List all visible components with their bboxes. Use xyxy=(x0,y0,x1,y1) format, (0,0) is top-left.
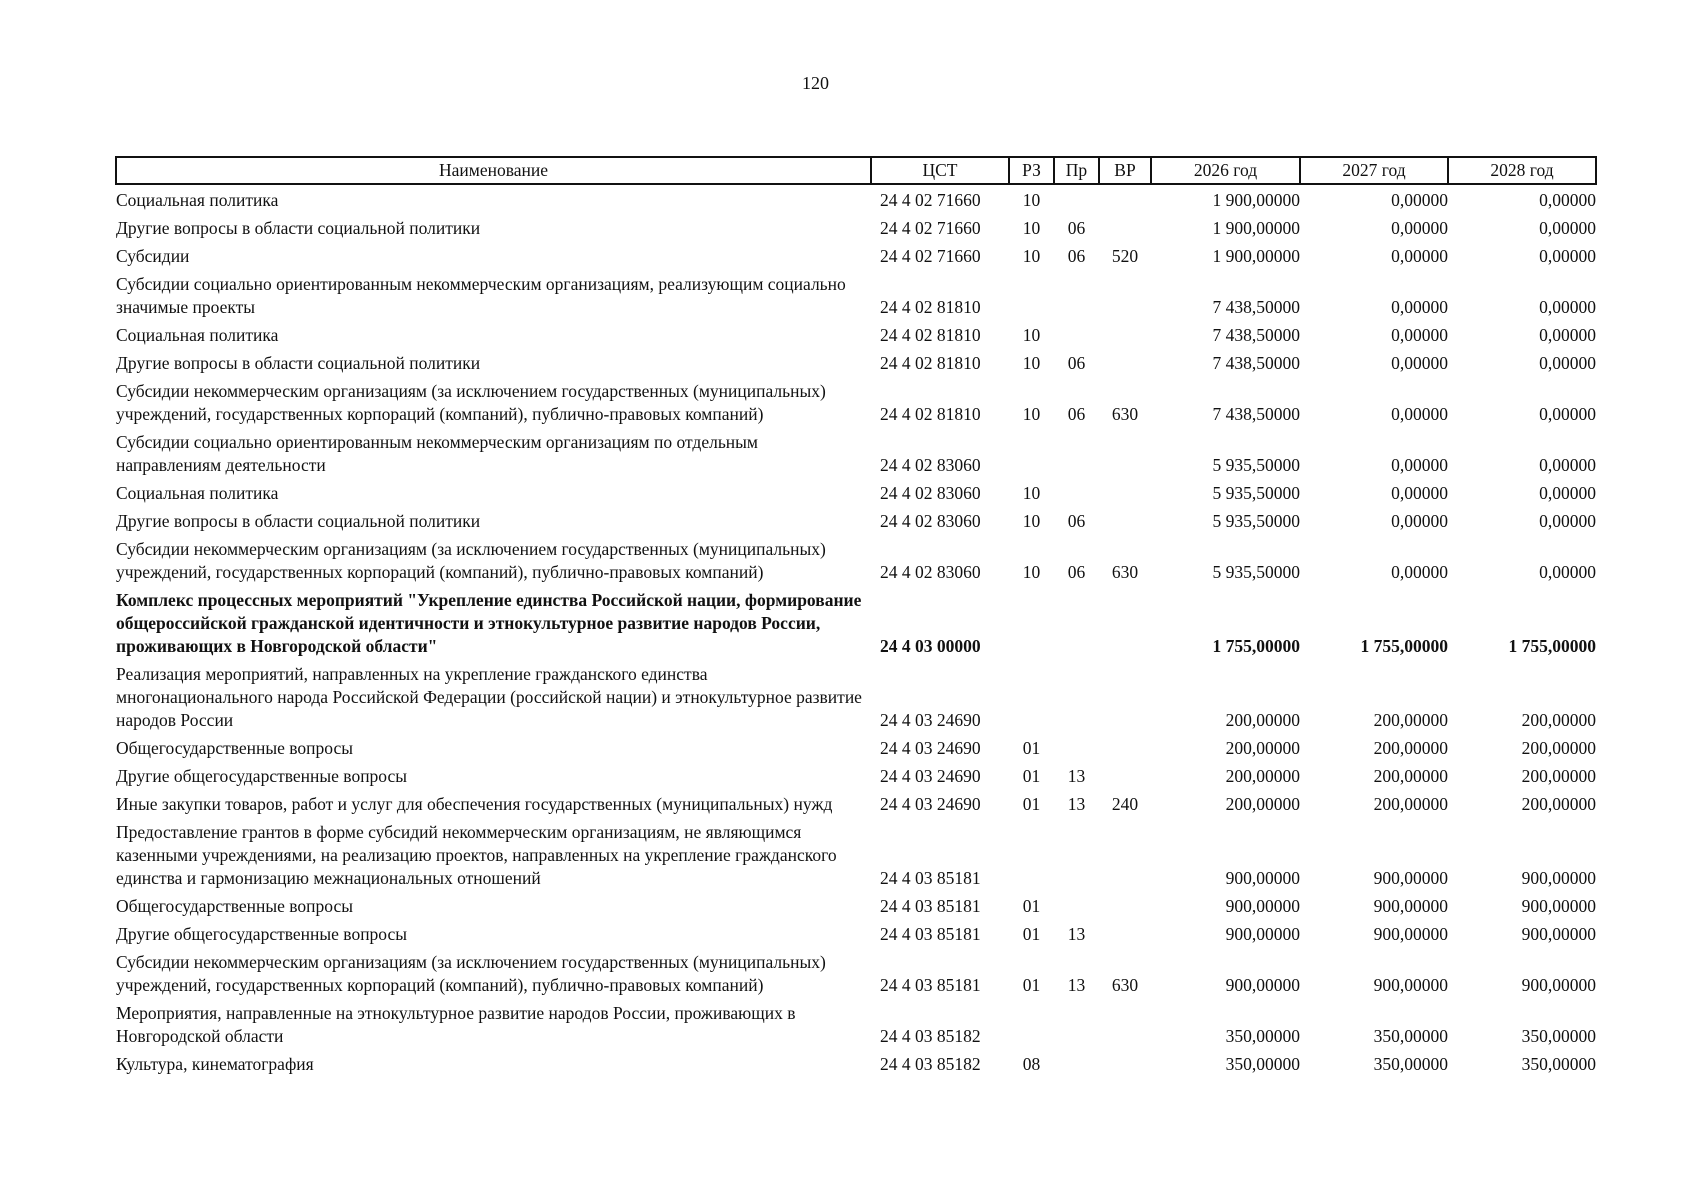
row-cst: 24 4 02 71660 xyxy=(880,190,981,210)
row-cst: 24 4 03 85181 xyxy=(880,896,981,916)
row-vr xyxy=(1099,217,1151,245)
row-amount-2026: 200,00000 xyxy=(1225,766,1300,786)
row-amount-2026: 900,00000 xyxy=(1225,896,1300,916)
row-pr xyxy=(1054,273,1099,324)
row-amount-2028: 0,00000 xyxy=(1539,218,1596,238)
row-vr xyxy=(1099,765,1151,793)
row-name: Социальная политика xyxy=(116,483,279,503)
row-pr xyxy=(1054,324,1099,352)
table-row xyxy=(116,352,1596,380)
row-vr: 630 xyxy=(1111,975,1139,995)
column-header-2028: 2028 год xyxy=(1448,157,1596,184)
row-name: Культура, кинематография xyxy=(116,1054,314,1074)
row-cst: 24 4 03 24690 xyxy=(880,766,981,786)
row-cst: 24 4 02 81810 xyxy=(880,297,981,317)
row-vr: 630 xyxy=(1111,404,1139,424)
row-amount-2026: 1 755,00000 xyxy=(1212,636,1300,656)
row-pr xyxy=(1054,895,1099,923)
budget-table xyxy=(115,156,1597,1081)
row-amount-2028: 200,00000 xyxy=(1521,738,1596,758)
row-amount-2028: 900,00000 xyxy=(1521,896,1596,916)
row-name: Субсидии некоммерческим организациям (за исключением государственных (муниципальных) учреждений, государственных корпораций (компаний), публично-правовых компаний) xyxy=(116,539,826,582)
row-pr xyxy=(1054,589,1099,663)
row-amount-2028: 0,00000 xyxy=(1539,562,1596,582)
row-rz: 10 xyxy=(1022,190,1041,210)
row-vr xyxy=(1099,184,1151,217)
table-row xyxy=(116,1053,1596,1081)
table-header-row xyxy=(116,157,1596,184)
row-amount-2027: 1 755,00000 xyxy=(1360,636,1448,656)
row-pr: 13 xyxy=(1067,766,1086,786)
row-amount-2026: 1 900,00000 xyxy=(1212,246,1300,266)
row-name: Общегосударственные вопросы xyxy=(116,738,354,758)
row-rz xyxy=(1009,821,1054,895)
row-pr xyxy=(1054,1053,1099,1081)
row-vr xyxy=(1099,923,1151,951)
row-name: Субсидии некоммерческим организациям (за исключением государственных (муниципальных) учреждений, государственных корпораций (компаний), публично-правовых компаний) xyxy=(116,381,826,424)
row-vr xyxy=(1099,1053,1151,1081)
table-body xyxy=(116,184,1596,1081)
row-amount-2026: 1 900,00000 xyxy=(1212,218,1300,238)
row-rz: 10 xyxy=(1022,325,1041,345)
row-vr xyxy=(1099,821,1151,895)
row-amount-2028: 0,00000 xyxy=(1539,455,1596,475)
row-name: Другие вопросы в области социальной политики xyxy=(116,218,481,238)
table-row xyxy=(116,1002,1596,1053)
row-vr xyxy=(1099,589,1151,663)
row-amount-2028: 200,00000 xyxy=(1521,766,1596,786)
table-row xyxy=(116,482,1596,510)
row-vr: 240 xyxy=(1111,794,1139,814)
row-amount-2027: 900,00000 xyxy=(1373,896,1448,916)
row-amount-2027: 0,00000 xyxy=(1391,353,1448,373)
row-amount-2027: 0,00000 xyxy=(1391,455,1448,475)
row-amount-2026: 7 438,50000 xyxy=(1212,353,1300,373)
row-rz: 10 xyxy=(1022,246,1041,266)
row-amount-2028: 0,00000 xyxy=(1539,297,1596,317)
table-row xyxy=(116,793,1596,821)
column-header-name: Наименование xyxy=(116,157,871,184)
row-rz: 01 xyxy=(1022,924,1041,944)
row-amount-2027: 200,00000 xyxy=(1373,794,1448,814)
table-row xyxy=(116,821,1596,895)
row-name: Субсидии социально ориентированным некоммерческим организациям, реализующим социально значимые проекты xyxy=(116,274,846,317)
row-cst: 24 4 02 83060 xyxy=(880,562,981,582)
row-amount-2028: 200,00000 xyxy=(1521,710,1596,730)
row-amount-2028: 0,00000 xyxy=(1539,404,1596,424)
row-name: Социальная политика xyxy=(116,325,279,345)
row-amount-2027: 200,00000 xyxy=(1373,738,1448,758)
row-rz: 10 xyxy=(1022,511,1041,531)
row-cst: 24 4 02 83060 xyxy=(880,455,981,475)
row-name: Другие вопросы в области социальной политики xyxy=(116,353,481,373)
row-pr: 06 xyxy=(1067,246,1086,266)
row-vr xyxy=(1099,737,1151,765)
row-amount-2026: 7 438,50000 xyxy=(1212,325,1300,345)
column-header-vr: ВР xyxy=(1099,157,1151,184)
row-name: Иные закупки товаров, работ и услуг для обеспечения государственных (муниципальных) нужд xyxy=(116,794,833,814)
table-row xyxy=(116,324,1596,352)
row-cst: 24 4 02 81810 xyxy=(880,325,981,345)
row-pr: 13 xyxy=(1067,794,1086,814)
row-amount-2027: 0,00000 xyxy=(1391,325,1448,345)
row-name: Другие общегосударственные вопросы xyxy=(116,766,408,786)
row-cst: 24 4 03 85181 xyxy=(880,868,981,888)
row-amount-2026: 200,00000 xyxy=(1225,794,1300,814)
row-amount-2028: 900,00000 xyxy=(1521,924,1596,944)
row-rz: 01 xyxy=(1022,975,1041,995)
row-amount-2028: 0,00000 xyxy=(1539,483,1596,503)
row-pr: 06 xyxy=(1067,511,1086,531)
row-name: Общегосударственные вопросы xyxy=(116,896,354,916)
row-amount-2027: 0,00000 xyxy=(1391,297,1448,317)
row-cst: 24 4 02 81810 xyxy=(880,353,981,373)
row-rz: 10 xyxy=(1022,483,1041,503)
row-rz: 10 xyxy=(1022,562,1041,582)
row-amount-2026: 5 935,50000 xyxy=(1212,455,1300,475)
row-pr: 06 xyxy=(1067,218,1086,238)
row-rz: 10 xyxy=(1022,218,1041,238)
row-rz: 01 xyxy=(1022,896,1041,916)
row-amount-2028: 350,00000 xyxy=(1521,1054,1596,1074)
table-row xyxy=(116,245,1596,273)
row-amount-2026: 900,00000 xyxy=(1225,975,1300,995)
row-amount-2028: 350,00000 xyxy=(1521,1026,1596,1046)
row-amount-2028: 0,00000 xyxy=(1539,325,1596,345)
row-vr xyxy=(1099,1002,1151,1053)
row-pr: 13 xyxy=(1067,924,1086,944)
table-row xyxy=(116,737,1596,765)
row-cst: 24 4 03 85182 xyxy=(880,1054,981,1074)
row-rz: 10 xyxy=(1022,353,1041,373)
row-cst: 24 4 03 85182 xyxy=(880,1026,981,1046)
row-vr: 630 xyxy=(1111,562,1139,582)
row-rz: 08 xyxy=(1022,1054,1041,1074)
row-amount-2026: 200,00000 xyxy=(1225,710,1300,730)
row-amount-2026: 1 900,00000 xyxy=(1212,190,1300,210)
row-amount-2028: 0,00000 xyxy=(1539,353,1596,373)
row-rz: 10 xyxy=(1022,404,1041,424)
page-number: 120 xyxy=(802,73,829,93)
column-header-pr: Пр xyxy=(1054,157,1099,184)
row-vr xyxy=(1099,273,1151,324)
row-name: Социальная политика xyxy=(116,190,279,210)
row-rz xyxy=(1009,1002,1054,1053)
row-amount-2027: 0,00000 xyxy=(1391,190,1448,210)
column-header-rz: РЗ xyxy=(1009,157,1054,184)
row-amount-2027: 0,00000 xyxy=(1391,511,1448,531)
row-amount-2027: 0,00000 xyxy=(1391,404,1448,424)
table-row xyxy=(116,538,1596,589)
row-amount-2028: 200,00000 xyxy=(1521,794,1596,814)
row-amount-2027: 350,00000 xyxy=(1373,1026,1448,1046)
table-row xyxy=(116,380,1596,431)
row-pr xyxy=(1054,737,1099,765)
column-header-cst: ЦСТ xyxy=(871,157,1009,184)
row-amount-2027: 0,00000 xyxy=(1391,246,1448,266)
row-cst: 24 4 03 85181 xyxy=(880,924,981,944)
row-amount-2027: 900,00000 xyxy=(1373,975,1448,995)
row-amount-2028: 0,00000 xyxy=(1539,246,1596,266)
row-name: Комплекс процессных мероприятий "Укрепление единства Российской нации, формирование общероссийской гражданской идентичности и этнокультурное развитие народов России, проживающих в Новгородской области" xyxy=(116,590,862,656)
row-amount-2026: 900,00000 xyxy=(1225,924,1300,944)
row-cst: 24 4 03 24690 xyxy=(880,738,981,758)
row-amount-2026: 5 935,50000 xyxy=(1212,562,1300,582)
row-vr xyxy=(1099,510,1151,538)
row-cst: 24 4 03 00000 xyxy=(880,636,981,656)
row-pr: 06 xyxy=(1067,562,1086,582)
row-name: Субсидии некоммерческим организациям (за исключением государственных (муниципальных) учреждений, государственных корпораций (компаний), публично-правовых компаний) xyxy=(116,952,826,995)
row-name: Субсидии социально ориентированным некоммерческим организациям по отдельным направлениям деятельности xyxy=(116,432,758,475)
row-name: Реализация мероприятий, направленных на укрепление гражданского единства многонационального народа Российской Федерации (российской нации) и этнокультурное развитие народов России xyxy=(116,664,862,730)
table-row xyxy=(116,951,1596,1002)
row-vr xyxy=(1099,352,1151,380)
table-row xyxy=(116,217,1596,245)
row-amount-2027: 350,00000 xyxy=(1373,1054,1448,1074)
row-amount-2026: 900,00000 xyxy=(1225,868,1300,888)
row-cst: 24 4 02 83060 xyxy=(880,483,981,503)
row-amount-2026: 5 935,50000 xyxy=(1212,511,1300,531)
row-pr xyxy=(1054,1002,1099,1053)
row-cst: 24 4 03 24690 xyxy=(880,794,981,814)
row-amount-2027: 900,00000 xyxy=(1373,924,1448,944)
row-name: Предоставление грантов в форме субсидий некоммерческим организациям, не являющимся казенными учреждениями, на реализацию проектов, направленных на укрепление гражданского единства и гармонизацию межнациональных отношений xyxy=(116,822,837,888)
row-amount-2028: 0,00000 xyxy=(1539,190,1596,210)
row-amount-2028: 1 755,00000 xyxy=(1508,636,1596,656)
row-rz xyxy=(1009,431,1054,482)
table-row xyxy=(116,589,1596,663)
row-amount-2026: 350,00000 xyxy=(1225,1026,1300,1046)
row-name: Другие общегосударственные вопросы xyxy=(116,924,408,944)
row-vr xyxy=(1099,482,1151,510)
row-vr xyxy=(1099,895,1151,923)
table-row xyxy=(116,895,1596,923)
row-pr xyxy=(1054,431,1099,482)
row-amount-2027: 0,00000 xyxy=(1391,483,1448,503)
row-pr xyxy=(1054,184,1099,217)
row-amount-2028: 0,00000 xyxy=(1539,511,1596,531)
row-pr: 13 xyxy=(1067,975,1086,995)
row-amount-2026: 350,00000 xyxy=(1225,1054,1300,1074)
row-cst: 24 4 02 71660 xyxy=(880,246,981,266)
row-rz xyxy=(1009,589,1054,663)
row-pr xyxy=(1054,663,1099,737)
table-row xyxy=(116,765,1596,793)
row-pr: 06 xyxy=(1067,353,1086,373)
row-cst: 24 4 03 85181 xyxy=(880,975,981,995)
row-cst: 24 4 02 83060 xyxy=(880,511,981,531)
row-amount-2026: 200,00000 xyxy=(1225,738,1300,758)
row-pr xyxy=(1054,821,1099,895)
row-vr: 520 xyxy=(1111,246,1139,266)
row-pr xyxy=(1054,482,1099,510)
row-cst: 24 4 03 24690 xyxy=(880,710,981,730)
column-header-2027: 2027 год xyxy=(1300,157,1448,184)
row-amount-2028: 900,00000 xyxy=(1521,868,1596,888)
row-rz xyxy=(1009,273,1054,324)
row-rz: 01 xyxy=(1022,766,1041,786)
row-amount-2026: 7 438,50000 xyxy=(1212,404,1300,424)
row-amount-2027: 900,00000 xyxy=(1373,868,1448,888)
row-pr: 06 xyxy=(1067,404,1086,424)
table-row xyxy=(116,431,1596,482)
column-header-2026: 2026 год xyxy=(1151,157,1300,184)
row-rz xyxy=(1009,663,1054,737)
row-amount-2027: 200,00000 xyxy=(1373,766,1448,786)
row-amount-2026: 5 935,50000 xyxy=(1212,483,1300,503)
table-row xyxy=(116,273,1596,324)
table-row xyxy=(116,663,1596,737)
row-amount-2027: 200,00000 xyxy=(1373,710,1448,730)
row-amount-2028: 900,00000 xyxy=(1521,975,1596,995)
row-vr xyxy=(1099,663,1151,737)
table-row xyxy=(116,184,1596,217)
row-vr xyxy=(1099,324,1151,352)
row-name: Мероприятия, направленные на этнокультурное развитие народов России, проживающих в Новгородской области xyxy=(116,1003,796,1046)
row-amount-2027: 0,00000 xyxy=(1391,562,1448,582)
row-amount-2027: 0,00000 xyxy=(1391,218,1448,238)
table-row xyxy=(116,923,1596,951)
row-cst: 24 4 02 81810 xyxy=(880,404,981,424)
table-row xyxy=(116,510,1596,538)
row-vr xyxy=(1099,431,1151,482)
row-name: Другие вопросы в области социальной политики xyxy=(116,511,481,531)
row-cst: 24 4 02 71660 xyxy=(880,218,981,238)
row-name: Субсидии xyxy=(116,246,190,266)
row-amount-2026: 7 438,50000 xyxy=(1212,297,1300,317)
row-rz: 01 xyxy=(1022,738,1041,758)
row-rz: 01 xyxy=(1022,794,1041,814)
